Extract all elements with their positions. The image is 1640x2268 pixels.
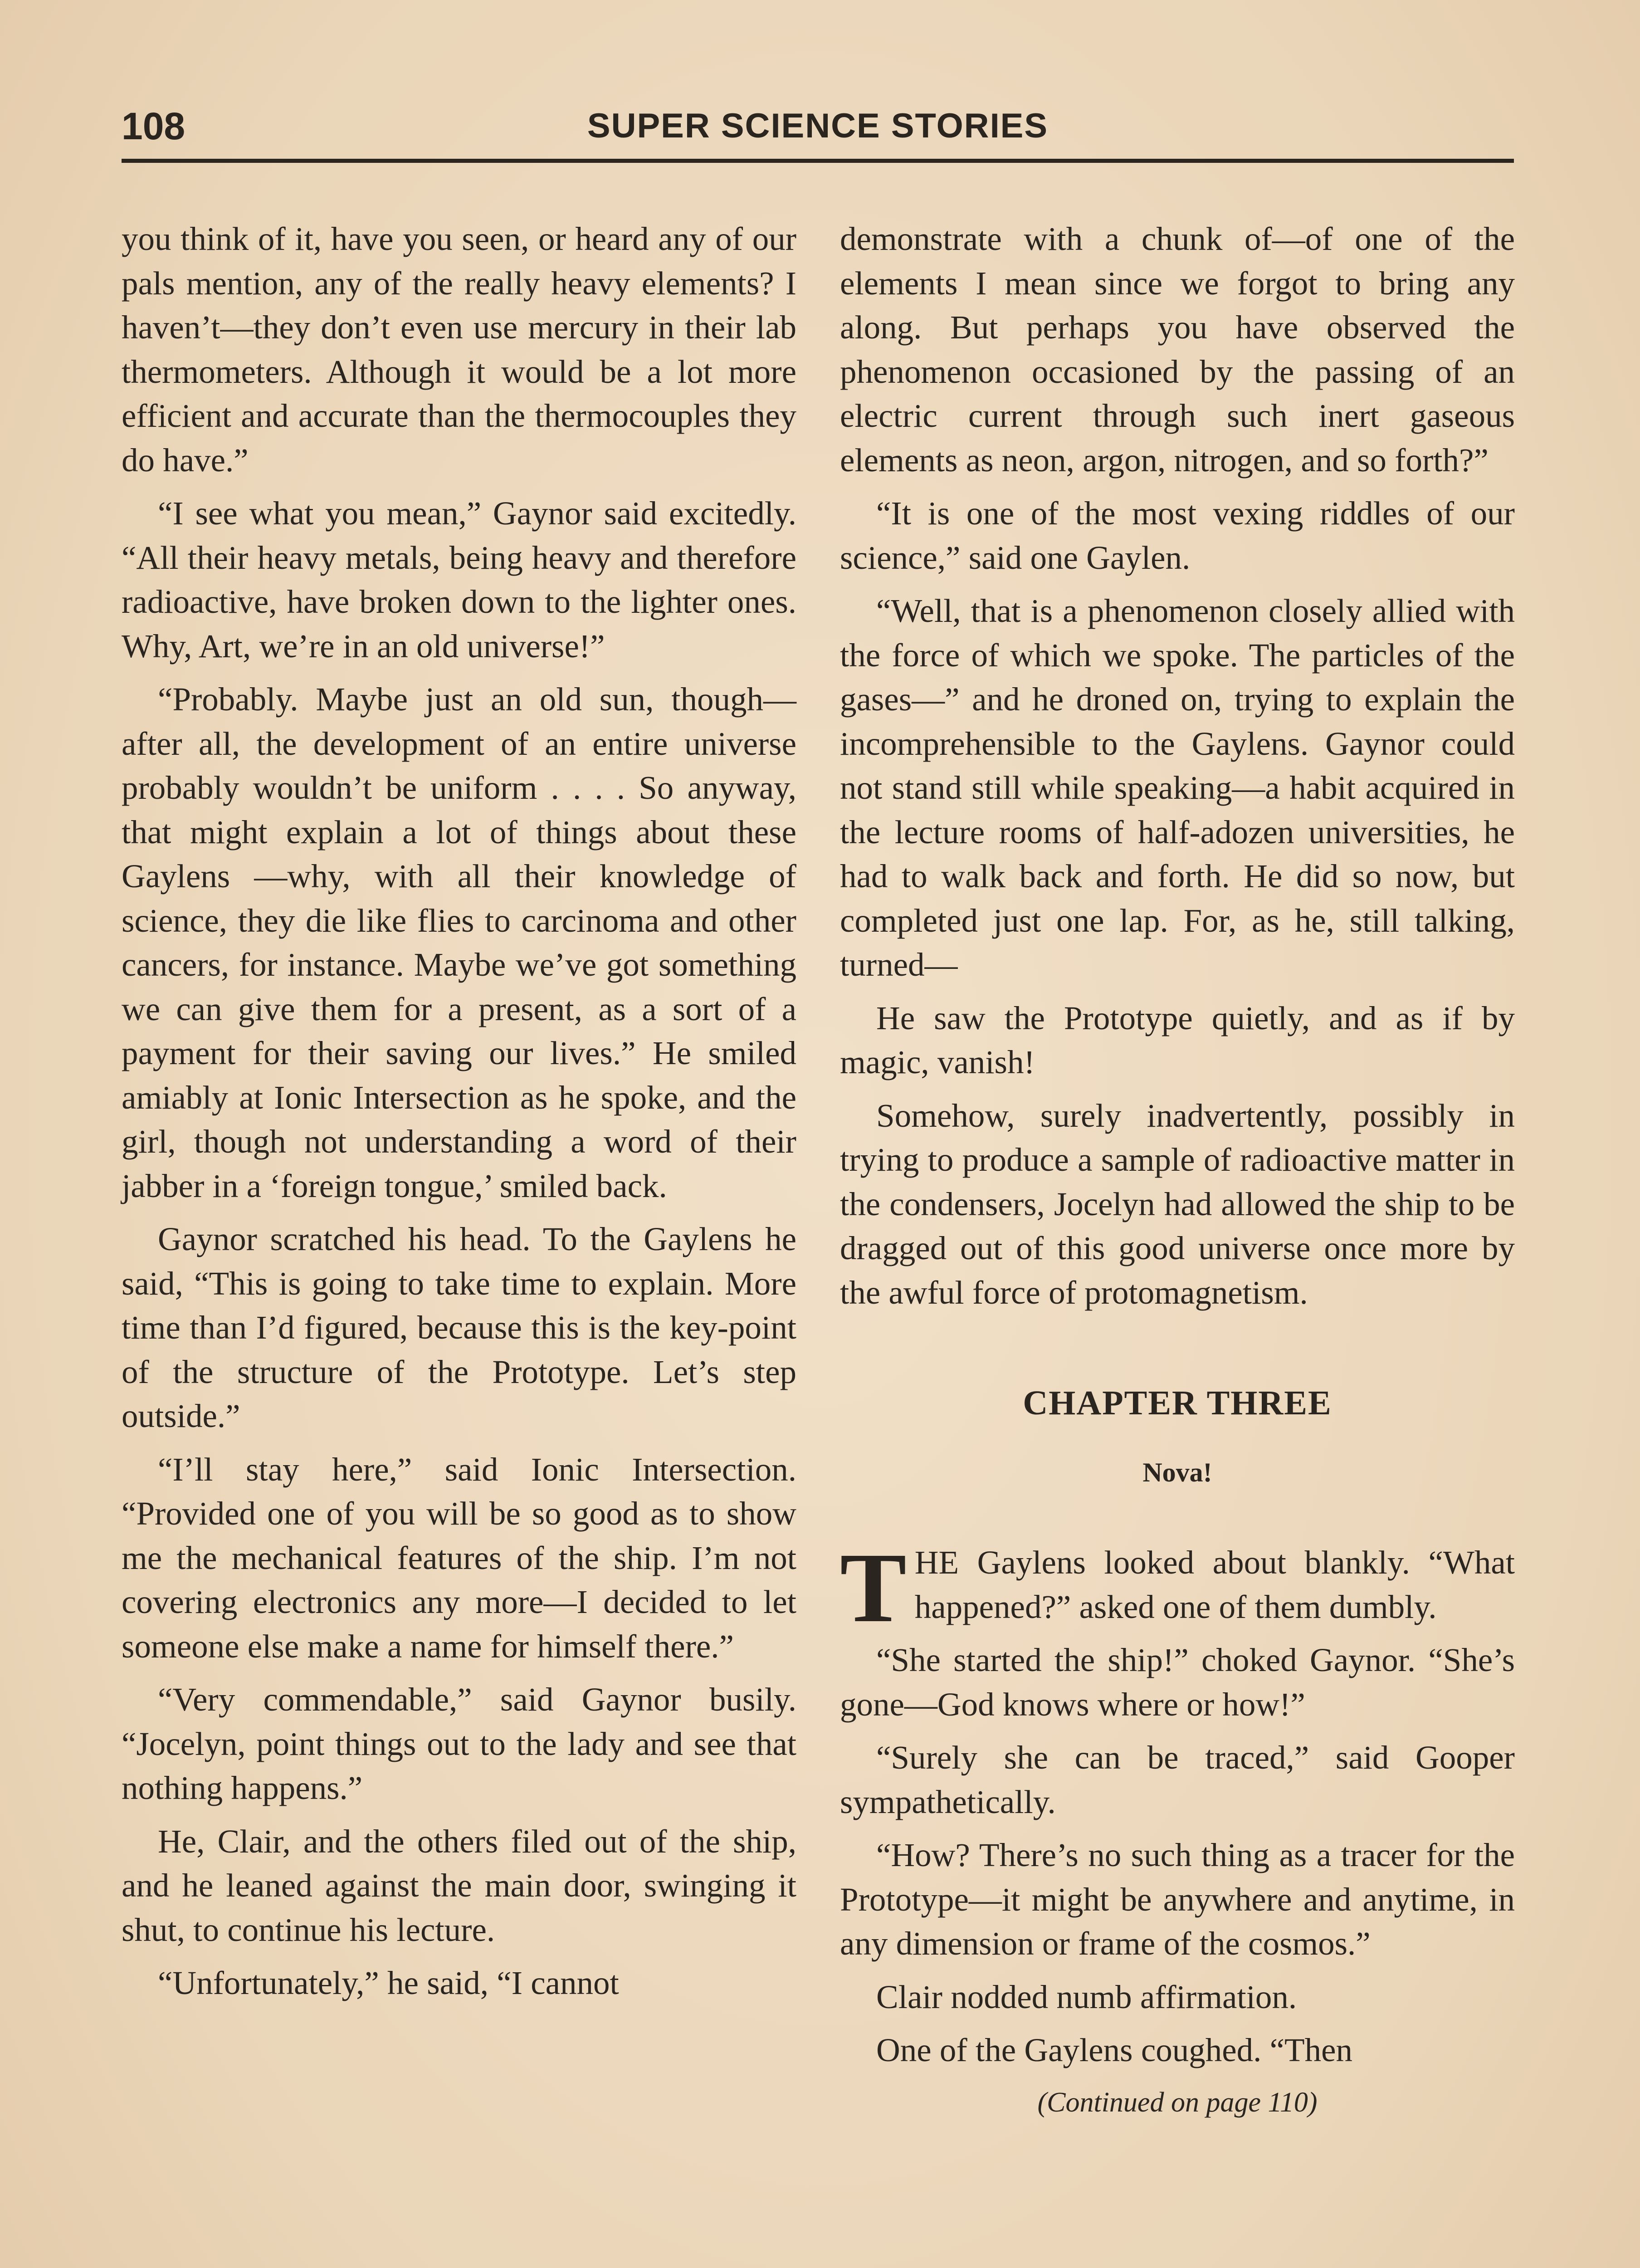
running-head: SUPER SCIENCE STORIES [587,107,1049,145]
opening-text: HE Gaylens looked about blankly. “What happened?” asked one of them dumbly. [914,1544,1515,1625]
right-column [840,217,1515,2121]
chapter-subtitle: Nova! [1142,1457,1212,1487]
paragraph: “She started the ship!” choked Gaynor. “She’s gone—God knows where or how!” [840,1642,1515,1723]
paragraph: Somehow, surely inadvertently, possibly in trying to produce a sample of radioactive matter in the condensers, Jocelyn had allowed the ship to be dragged out of this good universe once more by the awful force of protomagnetism. [840,1097,1515,1311]
paragraph: you think of it, have you seen, or heard any of our pals mention, any of the really heavy elements? I haven’t—they don’t even use mercury in their lab thermometers. Although it would be a lot more efficient and accurate than the thermocouples they do have.” [122,220,796,479]
paragraph: demonstrate with a chunk of—of one of the elements I mean since we forgot to bring any along. But perhaps you have observed the phenomenon occasioned by the passing of an electric current through such inert gaseous elements as neon, argon, nitrogen, and so forth?” [840,220,1515,479]
page-header [122,100,1514,154]
drop-cap: T [840,1532,907,1643]
continued-note: (Continued on page 110) [1037,2087,1318,2118]
header-rule [122,159,1514,163]
paragraph: He saw the Prototype quietly, and as if by magic, vanish! [840,999,1515,1080]
paragraph: “Very commendable,” said Gaynor busily. “Jocelyn, point things out to the lady and see that nothing happens.” [122,1681,796,1806]
paragraph: He, Clair, and the others filed out of the ship, and he leaned against the main door, swinging it shut, to continue his lecture. [122,1823,796,1948]
paragraph: “Unfortunately,” he said, “I cannot [158,1965,619,2001]
paragraph: “Probably. Maybe just an old sun, though—after all, the development of an entire universe probably wouldn’t be uniform . . . . So anyway, that might explain a lot of things about these Gaylens —why, with all their knowledge of science, they die like flies to carcinoma and other cancers, for instance. Maybe we’ve got something we can give them for a present, as a sort of a payment for their saving our lives.” He smiled amiably at Ionic Intersection as he spoke, and the girl, though not understanding a word of their jabber in a ‘foreign tongue,’ smiled back. [122,681,796,1204]
page-number: 108 [122,105,185,147]
paragraph: “It is one of the most vexing riddles of our science,” said one Gaylen. [840,495,1515,576]
paragraph: “How? There’s no such thing as a tracer for the Prototype—it might be anywhere and anytime, in any dimension or frame of the cosmos.” [840,1837,1515,1962]
chapter-title: CHAPTER THREE [1023,1384,1332,1422]
paragraph: “I’ll stay here,” said Ionic Intersection. “Provided one of you will be so good as to show me the mechanical features of the ship. I’m not covering electronics any more—I decided to let someone else make a name for himself there.” [122,1451,796,1665]
paragraph: “Surely she can be traced,” said Gooper sympathetically. [840,1739,1515,1820]
left-column [122,217,796,2005]
paragraph: Clair nodded numb affirmation. [876,1978,1297,2015]
opening-paragraph [840,1532,1515,1643]
paragraph: “I see what you mean,” Gaynor said excitedly. “All their heavy metals, being heavy and therefore radioactive, have broken down to the lighter ones. Why, Art, we’re in an old universe!” [122,495,796,665]
paragraph: “Well, that is a phenomenon closely allied with the force of which we spoke. The particles of the gases—” and he droned on, trying to explain the incomprehensible to the Gaylens. Gaynor could not stand still while speaking—a habit acquired in the lecture rooms of half-adozen universities, he had to walk back and forth. He did so now, but completed just one lap. For, as he, still talking, turned— [840,592,1515,983]
paragraph: One of the Gaylens coughed. “Then [876,2032,1353,2068]
paragraph: Gaynor scratched his head. To the Gaylens he said, “This is going to take time to explain. More time than I’d figured, because this is the key-point of the structure of the Prototype. Let’s step outside.” [122,1221,796,1434]
